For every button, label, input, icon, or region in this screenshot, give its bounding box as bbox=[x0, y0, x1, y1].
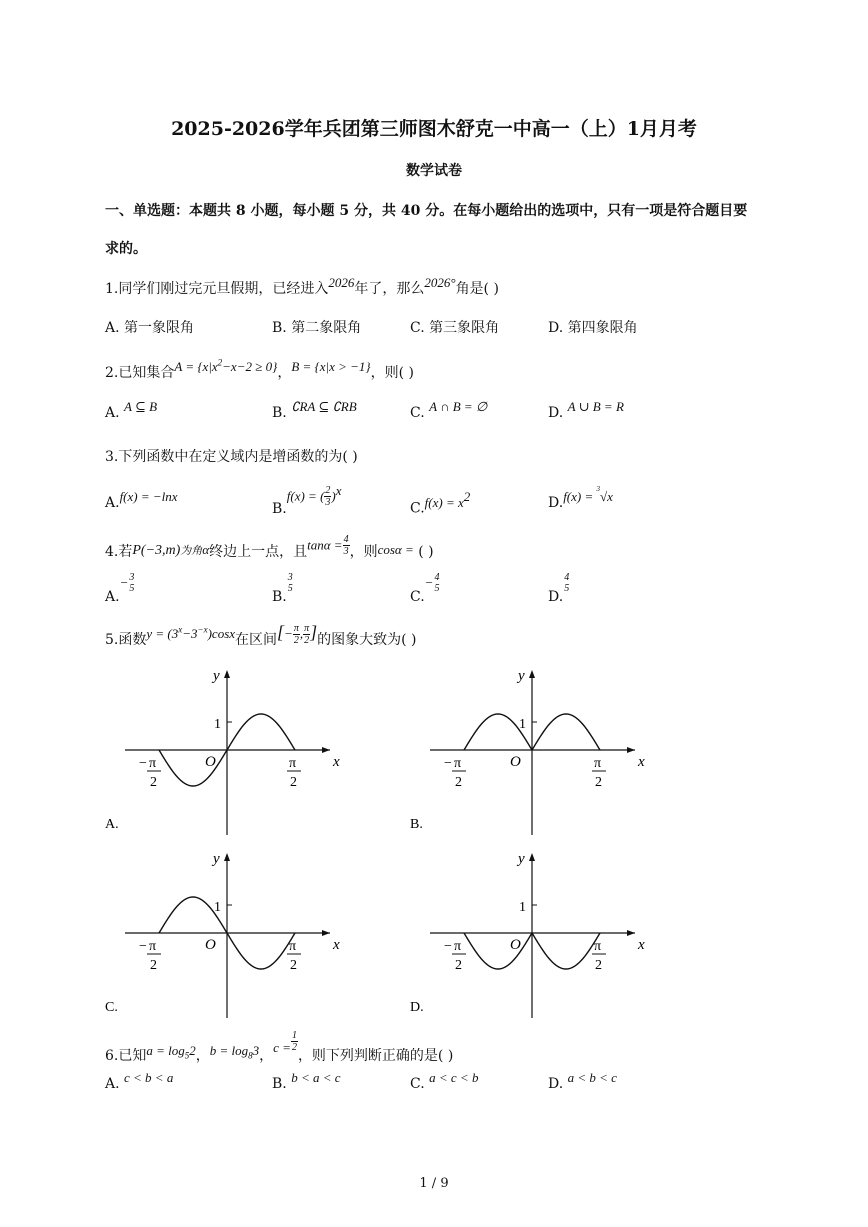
q4-option-a-num: 3 bbox=[129, 572, 135, 583]
q6-option-d bbox=[548, 1070, 617, 1092]
neg-two-label: 2 bbox=[150, 958, 157, 973]
q4-option-c-den: 5 bbox=[434, 583, 440, 594]
q5-func-exp2: −x bbox=[197, 624, 208, 635]
minus-sign: − bbox=[139, 939, 147, 954]
y-label: y bbox=[518, 851, 525, 867]
q2-option-c-label: C. bbox=[410, 405, 425, 421]
q6-a bbox=[146, 1042, 196, 1061]
q6-option-d-label: D. bbox=[548, 1076, 564, 1092]
q3-option-a-label: A. bbox=[105, 495, 120, 511]
q6-option-a-math: c < b < a bbox=[124, 1070, 174, 1085]
graph-option-label: D. bbox=[410, 1000, 424, 1015]
one-label: 1 bbox=[214, 717, 221, 732]
question-5: 5.函数$y = (3^x-3^{-x})\cos x$在区间[− $\frac{\pi}{2}$ , $\frac{\pi}{2}$ ]的图象大致为( ) bbox=[105, 622, 417, 648]
q1-text-a: 1.同学们刚过完元旦假期，已经进入 bbox=[105, 281, 329, 297]
q2-set-a-rest: −x−2 ≥ 0} bbox=[222, 359, 278, 374]
q4-option-c bbox=[410, 572, 440, 605]
neg-pi-label: π bbox=[454, 939, 462, 954]
q2-option-d-label: D. bbox=[548, 405, 564, 421]
q2-option-c bbox=[410, 399, 488, 421]
q6-c-num: 1 bbox=[291, 1030, 297, 1041]
q2-option-b bbox=[272, 399, 357, 421]
graph-a bbox=[105, 660, 345, 840]
q6-sep-1: ， bbox=[195, 1047, 210, 1064]
q3-option-b bbox=[272, 483, 342, 517]
section-heading: 一、单选题：本题共 8 小题，每小题 5 分，共 40 分。在每小题给出的选项中，只有一项是符合题目要 bbox=[105, 203, 748, 219]
q4-option-d-label: D. bbox=[548, 589, 564, 605]
one-label: 1 bbox=[519, 900, 526, 915]
q6-text-b: ，则下列判断正确的是( ) bbox=[297, 1047, 454, 1064]
q3-option-b-math-a: f(x) = ( bbox=[286, 488, 325, 504]
x-label: x bbox=[638, 754, 645, 770]
q2-option-d bbox=[548, 399, 624, 421]
neg-two-label: 2 bbox=[455, 775, 462, 790]
q6-c-fraction bbox=[291, 1030, 298, 1053]
q4-point: P(−3,m) bbox=[132, 542, 181, 558]
y-label: y bbox=[213, 851, 220, 867]
question-6 bbox=[105, 1030, 454, 1064]
q1-text-c: 角是( ) bbox=[455, 281, 499, 297]
q4-text-d: ，则 bbox=[349, 543, 378, 560]
q1-option-a: A. 第一象限角 bbox=[105, 320, 195, 336]
page-number: 1 / 9 bbox=[419, 1176, 449, 1191]
question-2 bbox=[105, 357, 414, 382]
q3-option-a-math: f(x) = −lnx bbox=[119, 489, 178, 504]
q4-option-a bbox=[105, 572, 135, 605]
q6-c-expr: c = bbox=[273, 1039, 291, 1055]
q3-option-b-math-b: ) bbox=[331, 488, 336, 504]
q5-func-c: )cosx bbox=[207, 626, 236, 641]
graph-option-label: B. bbox=[410, 817, 423, 832]
q1-year: 2026 bbox=[328, 275, 355, 290]
q3-option-c-exp: 2 bbox=[463, 489, 471, 504]
minus-sign: − bbox=[139, 756, 147, 771]
q3-option-c bbox=[410, 489, 471, 517]
q6-b-sub: 8 bbox=[248, 1050, 253, 1061]
q4-option-b-label: B. bbox=[272, 589, 287, 605]
origin-label: O bbox=[510, 937, 521, 953]
graph-option-label: C. bbox=[105, 1000, 118, 1015]
q6-option-a-label: A. bbox=[105, 1076, 120, 1092]
q5-func-a: y = (3 bbox=[146, 626, 179, 641]
q3-option-b-den: 3 bbox=[325, 497, 331, 509]
neg-pi-label: π bbox=[454, 756, 462, 771]
q2-option-a-math: A ⊆ B bbox=[124, 399, 158, 414]
q4-option-c-fraction bbox=[433, 572, 440, 594]
q4-option-d-den: 5 bbox=[564, 583, 570, 594]
y-label: y bbox=[213, 668, 220, 684]
q4-option-c-num: 4 bbox=[434, 572, 440, 583]
q1-option-c: C. 第三象限角 bbox=[410, 320, 500, 336]
q5-function bbox=[146, 626, 235, 641]
y-label: y bbox=[518, 668, 525, 684]
x-axis-arrow bbox=[322, 747, 330, 753]
y-axis-arrow bbox=[224, 670, 230, 678]
q2-set-a-text: A = {x|x bbox=[174, 359, 218, 374]
q4-option-b-num: 3 bbox=[287, 572, 293, 583]
q3-option-d-root-index: 3 bbox=[596, 485, 600, 494]
q4-tan-num: 4 bbox=[343, 534, 349, 545]
x-axis-arrow bbox=[627, 747, 635, 753]
q4-option-d-fraction bbox=[563, 572, 570, 594]
q6-b-arg: 3 bbox=[252, 1042, 260, 1058]
x-label: x bbox=[638, 937, 645, 953]
graph-option-label: A. bbox=[105, 817, 119, 832]
q4-option-a-label: A. bbox=[105, 589, 120, 605]
q4-option-b bbox=[272, 572, 294, 605]
q3-option-c-label: C. bbox=[410, 500, 425, 517]
q5-interval-num2: π bbox=[304, 622, 310, 634]
q2-set-b: B = {x|x > −1} bbox=[291, 359, 371, 374]
q6-c-den: 2 bbox=[291, 1042, 297, 1053]
q4-cos: cosα = bbox=[377, 541, 414, 557]
x-label: x bbox=[333, 937, 340, 953]
graph-c bbox=[105, 843, 345, 1023]
q6-option-c-label: C. bbox=[410, 1076, 425, 1092]
q6-b-expr: b = log bbox=[209, 1042, 249, 1058]
q4-text-a: 4.若 bbox=[105, 543, 133, 560]
q5-text-c: 的图象大致为( ) bbox=[317, 632, 417, 648]
q5-interval-den: 2 bbox=[293, 634, 299, 646]
q6-option-d-math: a < b < c bbox=[567, 1070, 617, 1085]
q4-tan: tanα = bbox=[307, 537, 343, 553]
one-label: 1 bbox=[214, 900, 221, 915]
q1-option-b: B. 第二象限角 bbox=[272, 320, 362, 336]
q5-interval-left bbox=[293, 623, 300, 646]
pi-label: π bbox=[289, 939, 297, 954]
q2-option-a bbox=[105, 399, 158, 421]
x-axis-arrow bbox=[322, 930, 330, 936]
q4-tan-den: 3 bbox=[343, 546, 349, 557]
minus-sign: − bbox=[444, 939, 452, 954]
q2-option-a-label: A. bbox=[105, 405, 120, 421]
q4-tan-fraction bbox=[343, 534, 350, 557]
q2-option-b-math: ∁RA ⊆ ∁RB bbox=[291, 399, 357, 414]
q3-option-d-label: D. bbox=[548, 495, 564, 511]
q6-option-b-label: B. bbox=[272, 1076, 287, 1092]
q5-interval-den2: 2 bbox=[304, 634, 310, 646]
q4-option-a-sign: − bbox=[119, 575, 129, 590]
q4-option-c-sign: − bbox=[424, 575, 434, 590]
q4-alpha: α bbox=[202, 541, 210, 557]
minus-sign: − bbox=[444, 756, 452, 771]
y-axis-arrow bbox=[529, 670, 535, 678]
q6-a-arg: 2 bbox=[189, 1042, 196, 1058]
two-label: 2 bbox=[290, 775, 297, 790]
q5-text-b: 在区间 bbox=[235, 632, 278, 648]
x-label: x bbox=[333, 754, 340, 770]
q6-option-b bbox=[272, 1070, 341, 1092]
y-axis-arrow bbox=[224, 853, 230, 861]
q2-option-d-math: A ∪ B = R bbox=[567, 399, 624, 414]
graph-b bbox=[410, 660, 650, 840]
neg-two-label: 2 bbox=[150, 775, 157, 790]
q3-option-d-math-a: f(x) = bbox=[563, 489, 597, 504]
q2-text-b: ，则( ) bbox=[370, 365, 414, 381]
q6-option-b-math: b < a < c bbox=[291, 1070, 341, 1085]
q4-option-a-den: 5 bbox=[129, 583, 135, 594]
q6-b bbox=[209, 1042, 260, 1061]
neg-pi-label: π bbox=[149, 939, 157, 954]
pi-label: π bbox=[594, 756, 602, 771]
q4-option-d-num: 4 bbox=[564, 572, 570, 583]
pi-label: π bbox=[289, 756, 297, 771]
q3-option-a bbox=[105, 489, 178, 511]
two-label: 2 bbox=[595, 958, 602, 973]
q5-func-exp1: x bbox=[178, 624, 183, 635]
graph-d bbox=[410, 843, 650, 1023]
q5-interval-minus: − bbox=[284, 626, 293, 641]
q1-option-d: D. 第四象限角 bbox=[548, 320, 638, 336]
question-1 bbox=[105, 275, 499, 298]
y-axis-arrow bbox=[529, 853, 535, 861]
q2-option-c-math: A ∩ B = ∅ bbox=[429, 399, 488, 414]
q2-set-a-exp: 2 bbox=[217, 357, 223, 368]
q6-a-expr: a = log bbox=[146, 1042, 185, 1058]
q2-option-b-label: B. bbox=[272, 405, 287, 421]
q4-option-b-fraction bbox=[287, 572, 294, 594]
q3-option-c-math: f(x) = x bbox=[424, 494, 464, 510]
neg-two-label: 2 bbox=[455, 958, 462, 973]
q6-text-a: 6.已知 bbox=[105, 1047, 147, 1064]
q5-func-b: −3 bbox=[182, 626, 198, 641]
q4-text-e: ( ) bbox=[413, 543, 434, 560]
origin-label: O bbox=[510, 754, 521, 770]
two-label: 2 bbox=[595, 775, 602, 790]
q4-option-b-den: 5 bbox=[287, 583, 293, 594]
q2-text-a: 2.已知集合 bbox=[105, 365, 175, 381]
q5-interval-num: π bbox=[293, 622, 299, 634]
pi-label: π bbox=[594, 939, 602, 954]
q1-text-b: 年了，那么 bbox=[354, 281, 425, 297]
question-4: 4.若$P(-3,m)_{为角}\alpha$终边上一点，且tanα = $\frac{4}{3}$ ，则cosα = ( ) bbox=[105, 534, 434, 560]
neg-pi-label: π bbox=[149, 756, 157, 771]
q3-option-b-num: 2 bbox=[325, 485, 331, 497]
q6-option-c bbox=[410, 1070, 479, 1092]
q4-text-c: 终边上一点，且 bbox=[209, 543, 308, 560]
q6-option-c-math: a < c < b bbox=[429, 1070, 479, 1085]
section-heading-cont: 求的。 bbox=[105, 241, 147, 257]
q2-set-a bbox=[174, 359, 277, 374]
page-subtitle: 数学试卷 bbox=[406, 163, 462, 179]
q6-option-a bbox=[105, 1070, 174, 1092]
q3-option-d bbox=[548, 485, 613, 511]
origin-label: O bbox=[205, 754, 216, 770]
q4-option-d bbox=[548, 572, 570, 605]
origin-label: O bbox=[205, 937, 216, 953]
q3-option-b-exp: x bbox=[335, 483, 342, 498]
q5-text-a: 5.函数 bbox=[105, 632, 147, 648]
question-3: 3.下列函数中在定义域内是增函数的为( ) bbox=[105, 449, 358, 465]
q3-option-d-math-b: √x bbox=[600, 489, 613, 504]
q4-option-a-fraction bbox=[128, 572, 135, 594]
q4-option-c-label: C. bbox=[410, 589, 425, 605]
two-label: 2 bbox=[290, 958, 297, 973]
x-axis-arrow bbox=[627, 930, 635, 936]
q6-a-sub: 5 bbox=[184, 1050, 190, 1061]
q1-angle: 2026° bbox=[424, 275, 456, 290]
one-label: 1 bbox=[519, 717, 526, 732]
q6-sep-2: ， bbox=[259, 1047, 274, 1064]
q3-option-b-label: B. bbox=[272, 500, 287, 517]
q2-sep: ， bbox=[277, 365, 292, 381]
page-title: 2025-2026学年兵团第三师图木舒克一中高一（上）1月月考 bbox=[171, 118, 697, 140]
